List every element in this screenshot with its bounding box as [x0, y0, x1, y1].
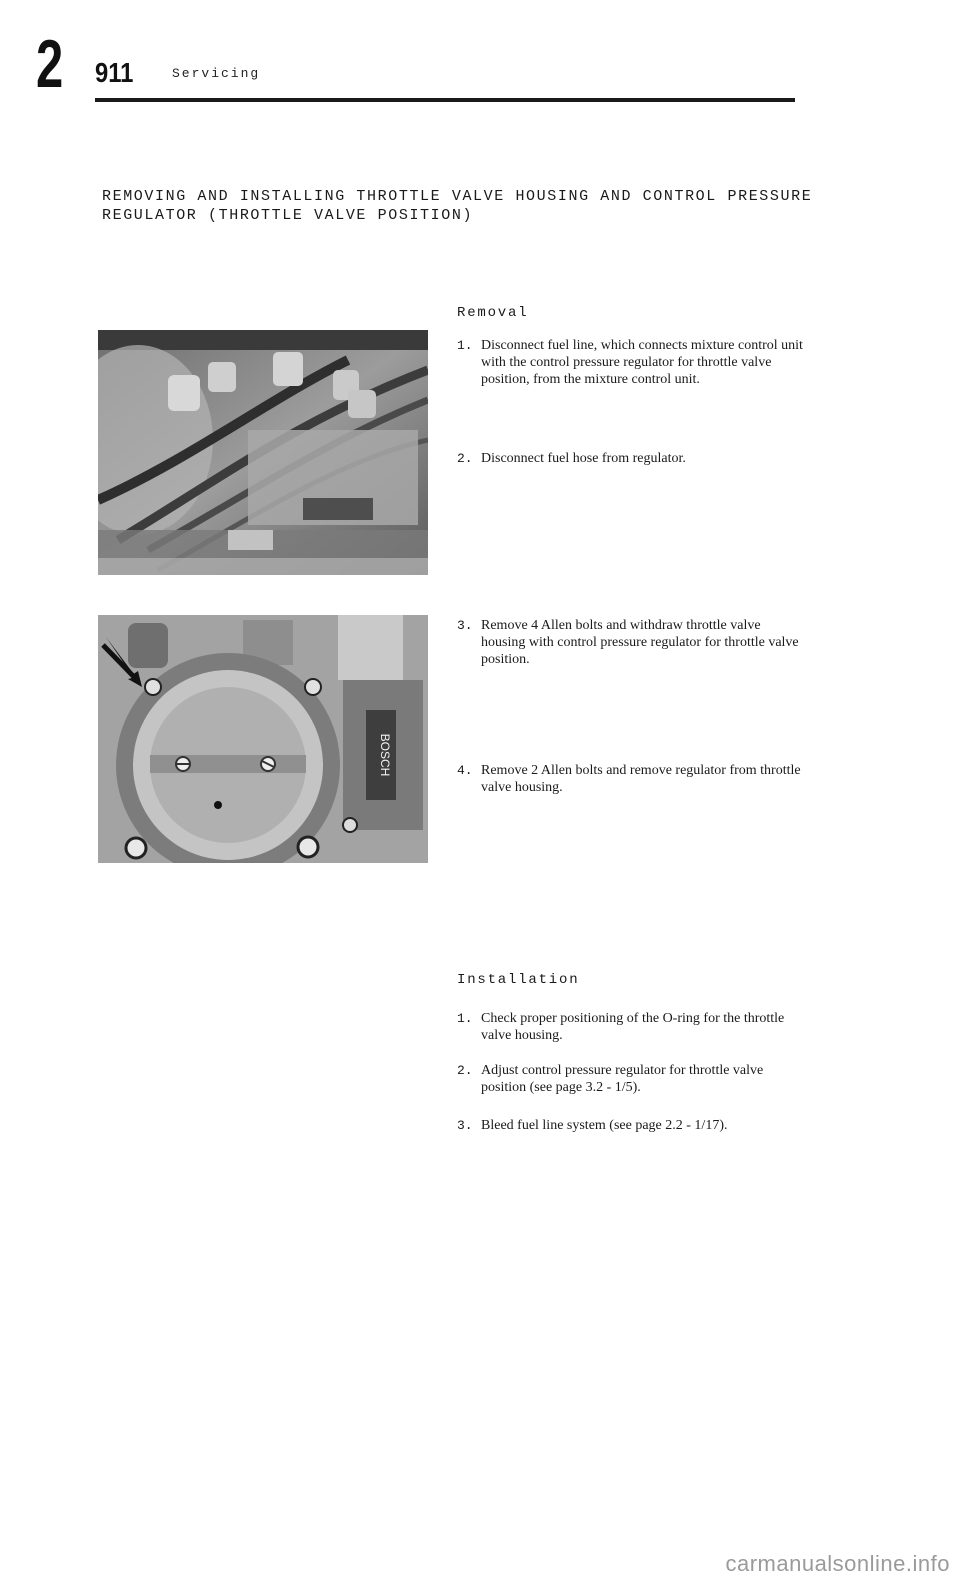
removal-step-3 — [457, 617, 807, 668]
photo-fuel-lines-illustration — [98, 330, 428, 575]
step-number: 3. — [457, 618, 473, 633]
installation-step-1 — [457, 1010, 807, 1044]
step-text: Check proper positioning of the O-ring for the throttle valve housing. — [481, 1011, 785, 1043]
removal-step-2 — [457, 450, 807, 467]
step-number: 2. — [457, 451, 473, 466]
step-number: 1. — [457, 338, 473, 353]
step-text: Disconnect fuel hose from regulator. — [481, 451, 686, 466]
step-text: Remove 2 Allen bolts and remove regulator from throttle valve housing. — [481, 763, 801, 795]
installation-step-3 — [457, 1117, 807, 1134]
photo-fuel-lines — [98, 330, 428, 575]
step-text: Bleed fuel line system (see page 2.2 - 1/17). — [481, 1118, 728, 1133]
footer-watermark: carmanualsonline.info — [725, 1551, 950, 1576]
model-name: 911 — [95, 57, 134, 88]
header-rule — [95, 98, 795, 102]
photo-throttle-housing-illustration — [98, 615, 428, 863]
removal-step-1 — [457, 337, 807, 388]
step-text: Adjust control pressure regulator for throttle valve position (see page 3.2 - 1/5). — [481, 1063, 764, 1095]
step-text: Disconnect fuel line, which connects mixture control unit with the control pressure regulator for throttle valve position, from the mixture control unit. — [481, 338, 803, 387]
step-number: 4. — [457, 763, 473, 778]
photo-throttle-housing — [98, 615, 428, 863]
section-name: Servicing — [172, 66, 261, 81]
removal-heading: Removal — [457, 305, 529, 321]
page-title: REMOVING AND INSTALLING THROTTLE VALVE HOUSING AND CONTROL PRESSURE REGULATOR (THROTTLE VALVE POSITION) — [102, 188, 813, 224]
step-number: 2. — [457, 1063, 473, 1078]
removal-step-4 — [457, 762, 807, 796]
installation-heading: Installation — [457, 972, 580, 988]
step-number: 3. — [457, 1118, 473, 1133]
step-text: Remove 4 Allen bolts and withdraw throttle valve housing with control pressure regulator for throttle valve position. — [481, 618, 799, 667]
step-number: 1. — [457, 1011, 473, 1026]
chapter-number: 2 — [36, 26, 62, 102]
bosch-plate-text: BOSCH — [378, 733, 392, 777]
installation-step-2 — [457, 1062, 807, 1096]
